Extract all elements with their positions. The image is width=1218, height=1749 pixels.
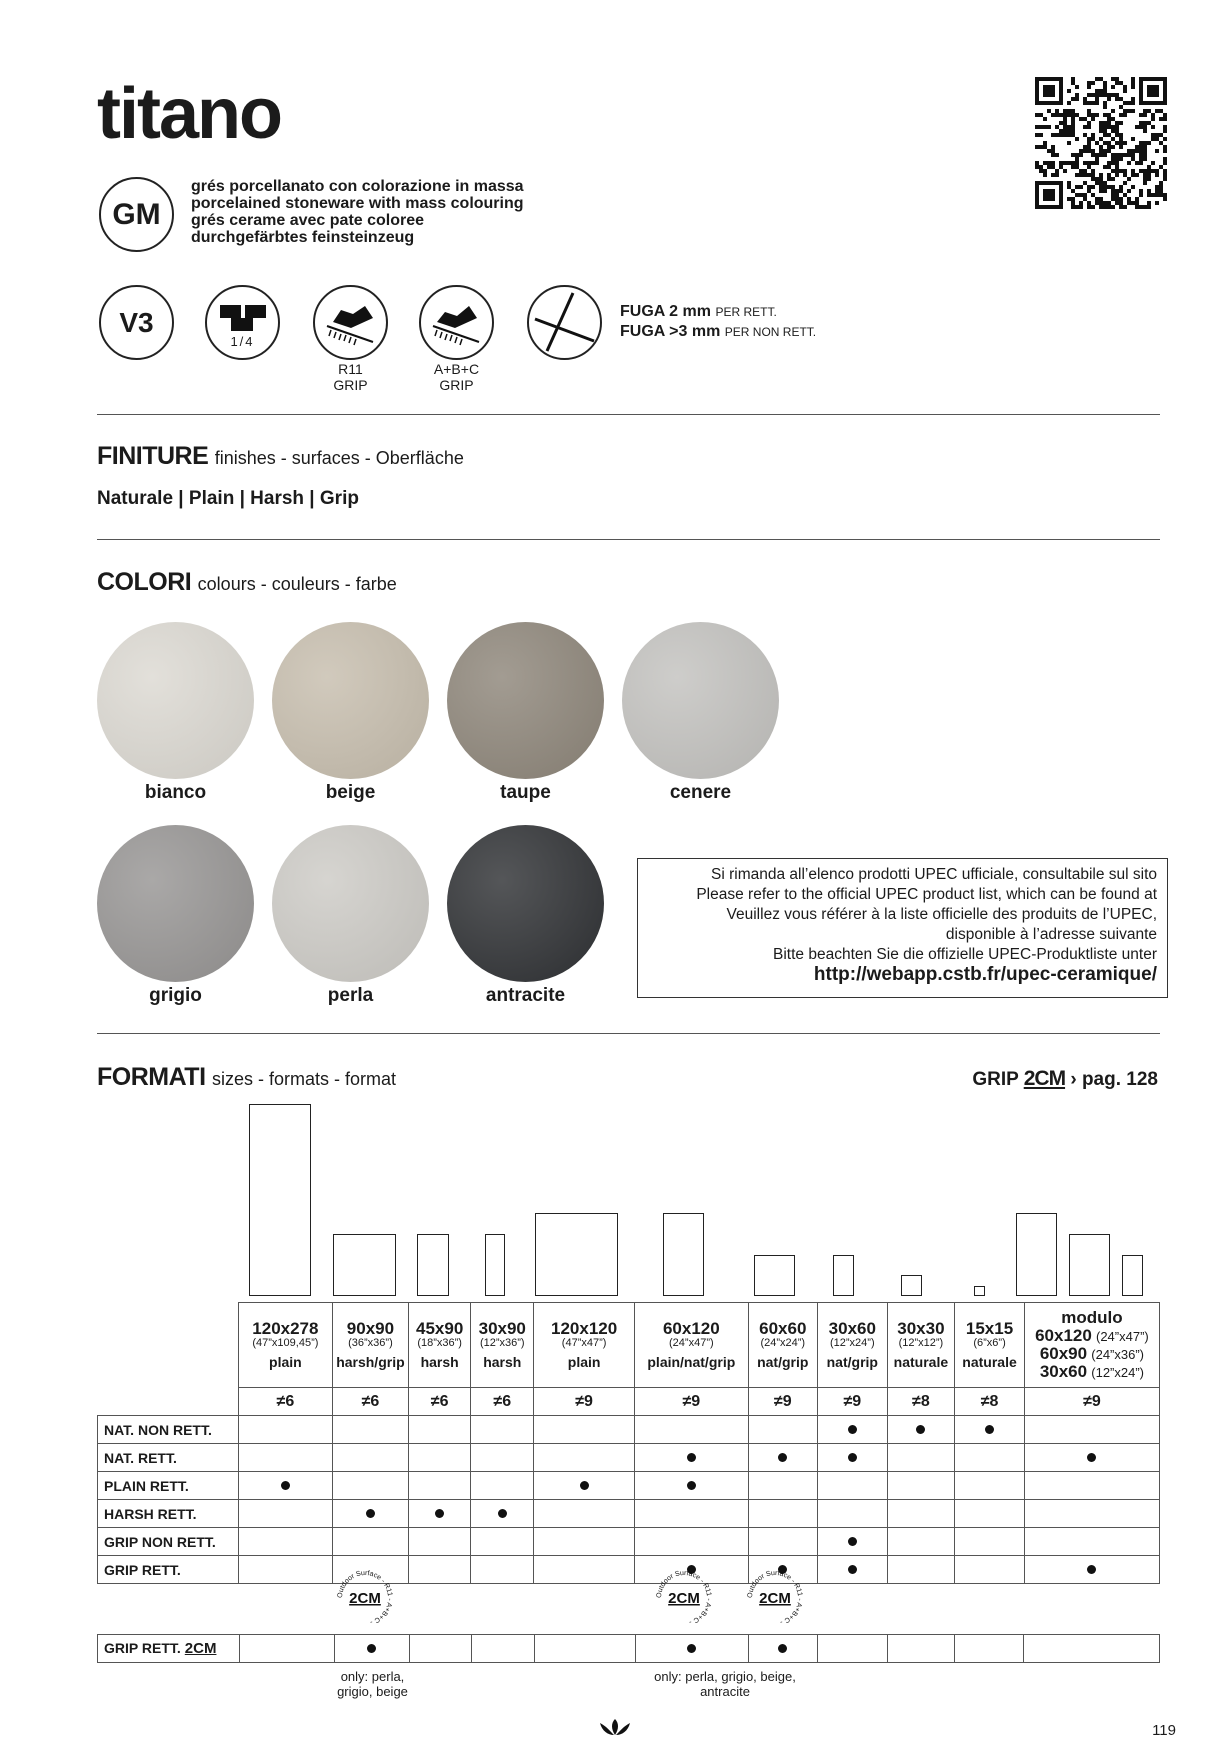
format-thickness — [408, 1388, 471, 1416]
availability-dot — [848, 1425, 857, 1434]
availability-dot — [778, 1644, 787, 1653]
color-swatch-grigio — [97, 825, 254, 982]
thickness-value: ≠6 — [276, 1392, 295, 1410]
modulo-line — [1025, 1327, 1159, 1345]
finish-row-label: HARSH RETT. — [98, 1500, 239, 1528]
upec-line: Bitte beachten Sie die offizielle UPEC-Produktliste unter — [773, 946, 1157, 963]
availability-cell — [1024, 1444, 1159, 1472]
availability-cell — [408, 1556, 471, 1584]
format-header-60x60 — [748, 1303, 818, 1388]
availability-cell — [240, 1635, 334, 1663]
upec-line: Si rimanda all’elenco prodotti UPEC ufficiale, consultabile sul sito — [711, 866, 1157, 883]
modulo-line — [1025, 1345, 1159, 1363]
availability-cell — [748, 1528, 818, 1556]
availability-cell — [887, 1444, 955, 1472]
availability-dot — [1087, 1453, 1096, 1462]
formats-thickness-row — [98, 1388, 1160, 1416]
finish-row — [98, 1444, 1160, 1472]
availability-dot — [848, 1537, 857, 1546]
modulo-label: modulo — [1061, 1308, 1123, 1328]
color-swatch-taupe — [447, 622, 604, 779]
format-size-inch: (24”x24”) — [760, 1336, 806, 1349]
color-label: perla — [327, 985, 374, 1006]
format-shape-120x278 — [249, 1104, 312, 1296]
gm-badge — [99, 177, 174, 252]
abc-label-line2: GRIP — [439, 377, 474, 393]
availability-cell — [333, 1444, 409, 1472]
finish-row-label: NAT. NON RETT. — [98, 1416, 239, 1444]
badge-ring-path: Outdoor Surface - R11 - A+B+C - — [336, 1570, 393, 1626]
availability-dot — [281, 1481, 290, 1490]
availability-cell — [534, 1635, 635, 1663]
badge-2cm-text: 2CM — [667, 1590, 700, 1607]
thickness-value: ≠8 — [912, 1392, 930, 1410]
availability-cell — [955, 1416, 1025, 1444]
availability-cell — [334, 1635, 409, 1663]
availability-cell — [818, 1416, 888, 1444]
note-line: grigio, beige — [337, 1684, 408, 1699]
format-size: 15x15 — [965, 1318, 1014, 1338]
availability-cell — [1024, 1500, 1159, 1528]
availability-dot — [367, 1644, 376, 1653]
note-only-perla-grigio-beige-antracite — [640, 1669, 810, 1699]
outdoor-2cm-badge-icon — [656, 1570, 712, 1626]
grip-ref-pre: GRIP — [972, 1069, 1019, 1090]
fuga-2-small: PER NON RETT. — [724, 325, 817, 339]
availability-cell — [748, 1472, 818, 1500]
availability-cell — [333, 1500, 409, 1528]
grip-2cm-label — [98, 1635, 240, 1663]
format-thickness — [955, 1388, 1025, 1416]
r11-label-line1: R11 — [338, 361, 363, 377]
finish-row-label: GRIP NON RETT. — [98, 1528, 239, 1556]
availability-cell — [955, 1472, 1025, 1500]
availability-cell — [534, 1472, 635, 1500]
format-shape-90x90 — [333, 1234, 395, 1296]
joint-icon — [205, 285, 280, 360]
availability-cell — [818, 1500, 888, 1528]
availability-cell — [238, 1528, 332, 1556]
thickness-value: ≠9 — [682, 1392, 701, 1410]
upec-line: disponible à l’adresse suivante — [945, 926, 1157, 943]
finish-row — [98, 1416, 1160, 1444]
r11-label — [313, 361, 388, 393]
v3-text: V3 — [119, 306, 154, 338]
fuga-info — [620, 302, 816, 342]
format-finish: harsh — [420, 1354, 459, 1371]
format-size-inch: (47”x109,45”) — [252, 1336, 319, 1349]
availability-cell — [818, 1472, 888, 1500]
format-size-inch: (12”x24”) — [829, 1336, 875, 1349]
availability-cell — [748, 1500, 818, 1528]
material-line-it: grés porcellanato con colorazione in massa — [191, 178, 524, 195]
color-label: bianco — [144, 782, 207, 803]
grip-ref-post: › pag. 128 — [1070, 1069, 1158, 1090]
availability-cell — [238, 1416, 332, 1444]
availability-dot — [580, 1481, 589, 1490]
grip-ref-2cm: 2CM — [1023, 1067, 1066, 1090]
format-header-modulo — [1024, 1303, 1159, 1388]
abc-label-line1: A+B+C — [433, 361, 480, 377]
finish-row — [98, 1500, 1160, 1528]
format-header-15x15 — [955, 1303, 1025, 1388]
finish-row-label: GRIP RETT. — [98, 1556, 239, 1584]
availability-cell — [534, 1528, 635, 1556]
availability-dot — [848, 1565, 857, 1574]
availability-dot — [366, 1509, 375, 1518]
format-size-inch: (18”x36”) — [417, 1336, 462, 1349]
availability-cell — [1024, 1528, 1159, 1556]
availability-cell — [408, 1444, 471, 1472]
thickness-value: ≠9 — [1083, 1392, 1101, 1410]
material-line-en: porcelained stoneware with mass colouring — [191, 195, 524, 212]
format-header-30x60 — [818, 1303, 888, 1388]
format-shape-15x15 — [974, 1286, 984, 1296]
outdoor-2cm-badge-icon — [337, 1570, 393, 1626]
grip-2cm-table — [97, 1634, 1160, 1663]
format-thickness — [534, 1388, 635, 1416]
format-header-30x30 — [887, 1303, 955, 1388]
availability-cell — [471, 1528, 534, 1556]
availability-cell — [238, 1444, 332, 1472]
format-finish: naturale — [893, 1354, 949, 1371]
availability-cell — [955, 1528, 1025, 1556]
thickness-value: ≠9 — [843, 1392, 862, 1410]
colors-heading-main: COLORI — [97, 568, 192, 596]
color-swatch-bianco — [97, 622, 254, 779]
format-size: 90x90 — [346, 1318, 395, 1338]
format-shape-120x120 — [535, 1213, 618, 1296]
format-size: 60x60 — [759, 1318, 807, 1338]
format-thickness — [1024, 1388, 1159, 1416]
availability-cell — [748, 1635, 817, 1663]
joint-fraction: 1/4 — [230, 334, 255, 349]
lotus-logo-icon — [598, 1717, 632, 1737]
modulo-line — [1025, 1363, 1159, 1381]
format-shape-30x30 — [901, 1275, 922, 1296]
availability-dot — [985, 1425, 994, 1434]
grip-2cm-label-2cm: 2CM — [184, 1640, 217, 1657]
grip-2cm-label-text: GRIP RETT. — [104, 1640, 181, 1656]
abc-label — [419, 361, 494, 393]
availability-cell — [471, 1500, 534, 1528]
availability-cell — [955, 1444, 1025, 1472]
availability-cell — [635, 1472, 748, 1500]
availability-cell — [534, 1444, 635, 1472]
divider — [97, 539, 1160, 540]
availability-dot — [498, 1509, 507, 1518]
material-line-de: durchgefärbtes feinsteinzeug — [191, 229, 415, 246]
availability-dot — [687, 1644, 696, 1653]
barefoot-slip-icon — [419, 285, 494, 360]
availability-cell — [635, 1416, 748, 1444]
format-size: 30x60 — [828, 1318, 876, 1338]
color-swatch-antracite — [447, 825, 604, 982]
format-header-120x120 — [534, 1303, 635, 1388]
thickness-value: ≠9 — [575, 1392, 593, 1410]
format-size: 30x30 — [897, 1318, 945, 1338]
grip-2cm-row — [98, 1635, 1160, 1663]
color-label: taupe — [500, 782, 551, 803]
badge-2cm-text: 2CM — [348, 1590, 381, 1607]
format-size: 120x278 — [252, 1318, 319, 1338]
color-swatch-perla — [272, 825, 429, 982]
color-label: beige — [325, 782, 376, 803]
finishes-list: Naturale | Plain | Harsh | Grip — [97, 488, 359, 509]
availability-dot — [687, 1481, 696, 1490]
thickness-blank — [98, 1388, 239, 1416]
outdoor-2cm-badge-icon — [747, 1570, 803, 1626]
format-thickness — [471, 1388, 534, 1416]
badge-ring-path: Outdoor Surface - R11 - A+B+C - — [655, 1570, 712, 1626]
note-line: only: perla, grigio, beige, — [654, 1669, 796, 1684]
material-description — [191, 178, 524, 246]
fuga-1-small: PER RETT. — [715, 305, 777, 319]
color-label: grigio — [149, 985, 202, 1006]
format-finish: plain/nat/grip — [647, 1354, 736, 1371]
color-label: cenere — [669, 782, 732, 803]
availability-cell — [472, 1635, 534, 1663]
availability-cell — [954, 1635, 1023, 1663]
availability-cell — [238, 1472, 332, 1500]
modulo-inch: (12”x24”) — [1091, 1364, 1145, 1380]
grout-joint-icon — [527, 285, 602, 360]
availability-cell — [1024, 1635, 1160, 1663]
availability-cell — [333, 1416, 409, 1444]
formats-heading — [97, 1063, 396, 1092]
finish-row-label: PLAIN RETT. — [98, 1472, 239, 1500]
format-finish: plain — [567, 1354, 601, 1371]
availability-cell — [818, 1444, 888, 1472]
color-swatch-cenere — [622, 622, 779, 779]
format-thickness — [238, 1388, 332, 1416]
format-finish: harsh/grip — [336, 1354, 405, 1371]
availability-dot — [848, 1453, 857, 1462]
r11-label-line2: GRIP — [333, 377, 368, 393]
availability-cell — [887, 1556, 955, 1584]
format-header-45x90 — [408, 1303, 471, 1388]
format-thickness — [635, 1388, 748, 1416]
availability-cell — [818, 1528, 888, 1556]
modulo-size: 60x90 — [1039, 1344, 1088, 1363]
format-thickness — [818, 1388, 888, 1416]
modulo-size: 60x120 — [1035, 1326, 1092, 1346]
modulo-inch: (24”x36”) — [1091, 1347, 1145, 1362]
modulo-shape — [1016, 1213, 1057, 1296]
note-line: antracite — [700, 1684, 750, 1699]
formats-heading-main: FORMATI — [97, 1063, 206, 1091]
availability-cell — [408, 1472, 471, 1500]
availability-cell — [887, 1635, 954, 1663]
availability-cell — [333, 1472, 409, 1500]
badge-2cm-text: 2CM — [758, 1590, 791, 1607]
availability-cell — [534, 1556, 635, 1584]
formats-header-row — [98, 1303, 1160, 1388]
availability-cell — [1024, 1472, 1159, 1500]
availability-cell — [333, 1528, 409, 1556]
colors-heading — [97, 568, 397, 597]
finishes-heading-main: FINITURE — [97, 442, 209, 470]
v3-badge — [99, 285, 174, 360]
availability-cell — [887, 1472, 955, 1500]
availability-dot — [778, 1453, 787, 1462]
availability-cell — [408, 1416, 471, 1444]
availability-cell — [887, 1416, 955, 1444]
modulo-inch: (24”x47”) — [1096, 1329, 1149, 1345]
finish-row — [98, 1556, 1160, 1584]
availability-cell — [887, 1500, 955, 1528]
availability-cell — [409, 1635, 471, 1663]
availability-cell — [534, 1500, 635, 1528]
availability-cell — [238, 1500, 332, 1528]
format-finish: nat/grip — [826, 1354, 878, 1371]
formats-table — [97, 1302, 1160, 1584]
availability-cell — [534, 1416, 635, 1444]
finish-row-label: NAT. RETT. — [98, 1444, 239, 1472]
color-swatch-beige — [272, 622, 429, 779]
availability-dot — [916, 1425, 925, 1434]
availability-cell — [635, 1528, 748, 1556]
format-header-90x90 — [333, 1303, 409, 1388]
divider — [97, 414, 1160, 415]
availability-cell — [471, 1416, 534, 1444]
fuga-2-main: FUGA >3 mm — [620, 323, 721, 340]
availability-dot — [435, 1509, 444, 1518]
availability-cell — [1024, 1556, 1159, 1584]
thickness-value: ≠9 — [773, 1392, 792, 1410]
format-header-60x120 — [635, 1303, 748, 1388]
fuga-1-main: FUGA 2 mm — [620, 303, 711, 320]
availability-cell — [471, 1556, 534, 1584]
availability-cell — [408, 1500, 471, 1528]
finishes-heading — [97, 442, 464, 471]
thickness-value: ≠6 — [361, 1392, 380, 1410]
thickness-value: ≠8 — [980, 1392, 999, 1410]
availability-cell — [635, 1444, 748, 1472]
availability-cell — [471, 1472, 534, 1500]
format-finish: plain — [269, 1354, 302, 1371]
note-only-perla-grigio-beige — [320, 1669, 425, 1699]
grip-page-reference[interactable] — [972, 1067, 1158, 1091]
format-thickness — [333, 1388, 409, 1416]
finishes-heading-sub: finishes - surfaces - Oberfläche — [214, 448, 464, 468]
format-size: 30x90 — [478, 1318, 526, 1338]
format-finish: naturale — [962, 1354, 1017, 1371]
note-line: only: perla, — [340, 1669, 405, 1684]
format-size-inch: (36”x36”) — [348, 1336, 393, 1349]
thickness-value: ≠6 — [430, 1392, 449, 1410]
availability-cell — [1024, 1416, 1159, 1444]
format-finish: harsh — [483, 1354, 522, 1371]
availability-cell — [635, 1635, 748, 1663]
badge-ring-path: Outdoor Surface - R11 - A+B+C - — [746, 1570, 803, 1626]
color-label: antracite — [485, 985, 566, 1006]
availability-cell — [748, 1416, 818, 1444]
modulo-shape — [1069, 1234, 1110, 1296]
format-shape-60x60 — [754, 1255, 795, 1296]
format-shape-30x90 — [485, 1234, 506, 1296]
finish-row — [98, 1472, 1160, 1500]
format-thickness — [748, 1388, 818, 1416]
availability-cell — [955, 1556, 1025, 1584]
format-size-inch: (12”x12”) — [898, 1336, 944, 1349]
divider — [97, 1033, 1160, 1034]
format-shape-30x60 — [833, 1255, 854, 1296]
header-blank — [98, 1303, 239, 1388]
format-header-120x278 — [238, 1303, 332, 1388]
format-size: 120x120 — [551, 1318, 618, 1338]
material-line-fr: grés cerame avec pate coloree — [191, 212, 425, 229]
upec-line: Please refer to the official UPEC product list, which can be found at — [696, 886, 1157, 903]
availability-cell — [818, 1635, 887, 1663]
format-size-inch: (12”x36”) — [479, 1336, 525, 1349]
availability-cell — [887, 1528, 955, 1556]
format-thickness — [887, 1388, 955, 1416]
upec-line: Veuillez vous référer à la liste officielle des produits de l’UPEC, — [726, 906, 1157, 923]
gm-badge-text: GM — [112, 197, 161, 231]
format-size-inch: (24”x47”) — [669, 1336, 714, 1349]
availability-cell — [818, 1556, 888, 1584]
thickness-value: ≠6 — [493, 1392, 512, 1410]
finish-row — [98, 1528, 1160, 1556]
format-shape-60x120 — [663, 1213, 704, 1296]
modulo-shape — [1122, 1255, 1143, 1296]
availability-cell — [748, 1444, 818, 1472]
availability-dot — [687, 1453, 696, 1462]
format-size-inch: (6”x6”) — [973, 1336, 1006, 1349]
product-title: titano — [97, 74, 281, 154]
modulo-size: 30x60 — [1039, 1361, 1088, 1381]
format-shape-45x90 — [417, 1234, 448, 1296]
format-size: 45x90 — [416, 1318, 464, 1338]
availability-cell — [955, 1500, 1025, 1528]
availability-cell — [471, 1444, 534, 1472]
upec-notice — [637, 858, 1168, 998]
format-header-30x90 — [471, 1303, 534, 1388]
qr-code-icon — [1035, 77, 1167, 209]
format-size-inch: (47”x47”) — [561, 1336, 607, 1349]
availability-cell — [408, 1528, 471, 1556]
format-size: 60x120 — [662, 1318, 720, 1338]
format-finish: nat/grip — [757, 1354, 809, 1371]
page-number: 119 — [1152, 1722, 1176, 1739]
colors-heading-sub: colours - couleurs - farbe — [197, 574, 397, 594]
r11-slip-icon — [313, 285, 388, 360]
formats-heading-sub: sizes - formats - format — [211, 1069, 396, 1089]
availability-cell — [238, 1556, 332, 1584]
availability-dot — [1087, 1565, 1096, 1574]
availability-cell — [635, 1500, 748, 1528]
upec-url-link[interactable]: http://webapp.cstb.fr/upec-ceramique/ — [813, 964, 1157, 985]
